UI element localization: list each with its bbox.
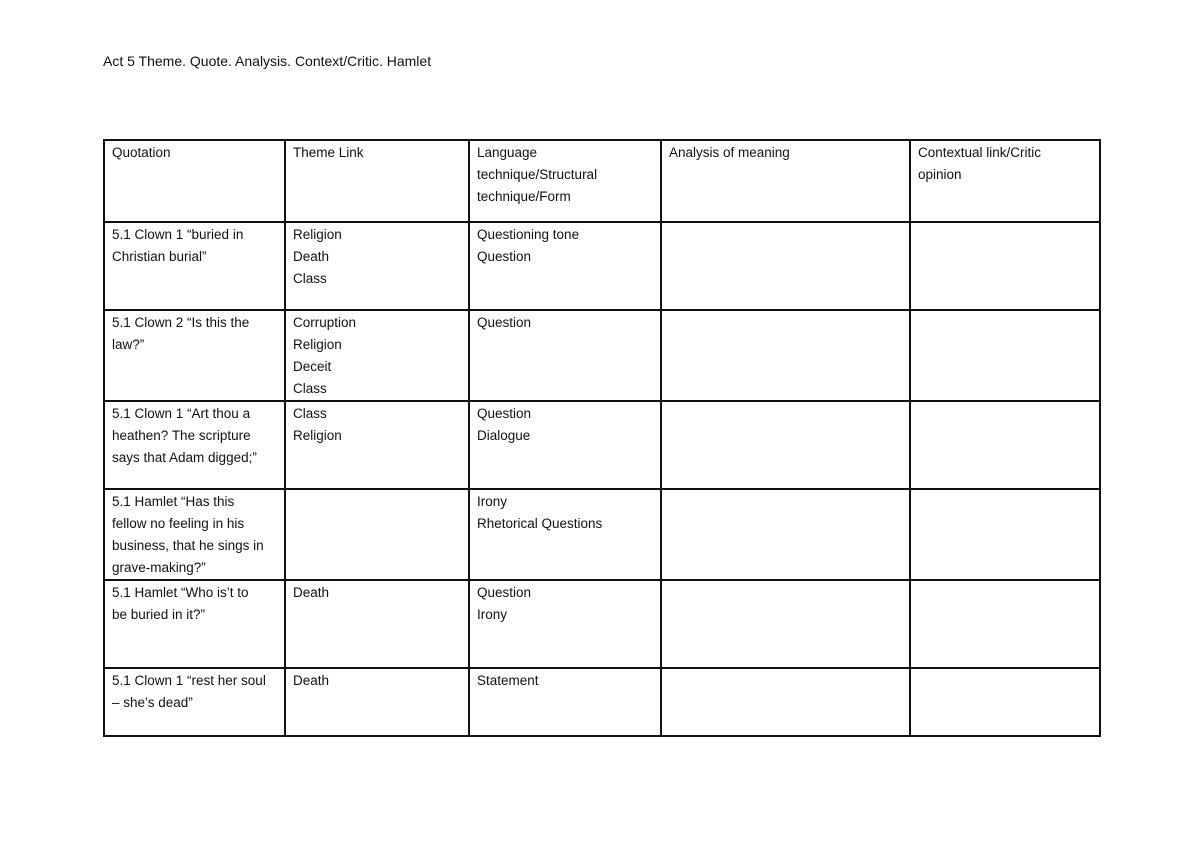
theme-text: Class: [293, 271, 327, 286]
quotation-text: grave-making?”: [112, 560, 206, 575]
context-cell[interactable]: [910, 310, 1100, 401]
table-row: [104, 401, 1100, 489]
quotation-cell: [104, 222, 285, 310]
header-text: technique/Structural: [477, 167, 598, 182]
quotation-cell: [104, 580, 285, 668]
theme-cell: [285, 489, 469, 580]
context-cell[interactable]: [910, 668, 1100, 736]
analysis-cell[interactable]: [661, 668, 910, 736]
table-row: [104, 222, 1100, 310]
quotation-text: fellow no feeling in his: [112, 516, 245, 531]
technique-text: Dialogue: [477, 428, 531, 443]
analysis-cell[interactable]: [661, 489, 910, 580]
technique-cell: [469, 489, 661, 580]
theme-text: Class: [293, 406, 327, 421]
header-text: Analysis of meaning: [669, 145, 790, 160]
theme-text: Religion: [293, 227, 342, 242]
quotation-cell: [104, 668, 285, 736]
quotation-cell: [104, 489, 285, 580]
context-cell[interactable]: [910, 401, 1100, 489]
header-text: technique/Form: [477, 189, 571, 204]
quotation-text: be buried in it?”: [112, 607, 206, 622]
header-text: Language: [477, 145, 538, 160]
theme-cell: [285, 222, 469, 310]
theme-text: Death: [293, 249, 330, 264]
analysis-cell[interactable]: [661, 222, 910, 310]
technique-cell: [469, 668, 661, 736]
technique-cell: [469, 401, 661, 489]
header-text: Quotation: [112, 145, 171, 160]
quotation-text: says that Adam digged;”: [112, 450, 257, 465]
theme-cell: [285, 668, 469, 736]
header-text: Contextual link/Critic: [918, 145, 1042, 160]
theme-text: Deceit: [293, 359, 332, 374]
header-text: opinion: [918, 167, 962, 182]
header-theme-link: [285, 140, 469, 222]
theme-text: Death: [293, 673, 330, 688]
technique-cell: [469, 580, 661, 668]
quotation-text: – she’s dead”: [112, 695, 193, 710]
theme-cell: [285, 580, 469, 668]
table-row: [104, 489, 1100, 580]
theme-text: Religion: [293, 428, 342, 443]
context-cell[interactable]: [910, 222, 1100, 310]
analysis-cell[interactable]: [661, 580, 910, 668]
quotation-text: 5.1 Clown 1 “buried in: [112, 227, 244, 242]
quotation-cell: [104, 401, 285, 489]
analysis-cell[interactable]: [661, 310, 910, 401]
document-title: Act 5 Theme. Quote. Analysis. Context/Critic. Hamlet: [103, 53, 432, 69]
header-language-technique: [469, 140, 661, 222]
theme-text: Religion: [293, 337, 342, 352]
technique-text: Questioning tone: [477, 227, 580, 242]
context-cell[interactable]: [910, 489, 1100, 580]
technique-text: Question: [477, 585, 532, 600]
theme-cell: [285, 401, 469, 489]
quotation-text: 5.1 Clown 1 “Art thou a: [112, 406, 251, 421]
quotation-text: 5.1 Hamlet “Who is’t to: [112, 585, 249, 600]
context-cell[interactable]: [910, 580, 1100, 668]
technique-text: Irony: [477, 607, 508, 622]
quotation-cell: [104, 310, 285, 401]
header-quotation: [104, 140, 285, 222]
theme-text: Corruption: [293, 315, 357, 330]
quotation-text: 5.1 Clown 2 “Is this the: [112, 315, 250, 330]
quotation-text: Christian burial”: [112, 249, 207, 264]
technique-text: Irony: [477, 494, 508, 509]
quote-analysis-table: [103, 139, 1101, 737]
header-row: [104, 140, 1100, 222]
table-row: [104, 310, 1100, 401]
quotation-text: business, that he sings in: [112, 538, 264, 553]
header-text: Theme Link: [293, 145, 364, 160]
quotation-text: law?”: [112, 337, 145, 352]
technique-cell: [469, 222, 661, 310]
header-analysis-of-meaning: [661, 140, 910, 222]
technique-text: Question: [477, 249, 532, 264]
quotation-text: heathen? The scripture: [112, 428, 251, 443]
analysis-cell[interactable]: [661, 401, 910, 489]
table-row: [104, 668, 1100, 736]
table-row: [104, 580, 1100, 668]
header-contextual-link: [910, 140, 1100, 222]
theme-text: Death: [293, 585, 330, 600]
theme-text: Class: [293, 381, 327, 396]
technique-text: Question: [477, 406, 532, 421]
quotation-text: 5.1 Clown 1 “rest her soul: [112, 673, 266, 688]
theme-cell: [285, 310, 469, 401]
technique-text: Rhetorical Questions: [477, 516, 603, 531]
technique-text: Question: [477, 315, 532, 330]
technique-cell: [469, 310, 661, 401]
quotation-text: 5.1 Hamlet “Has this: [112, 494, 235, 509]
technique-text: Statement: [477, 673, 539, 688]
